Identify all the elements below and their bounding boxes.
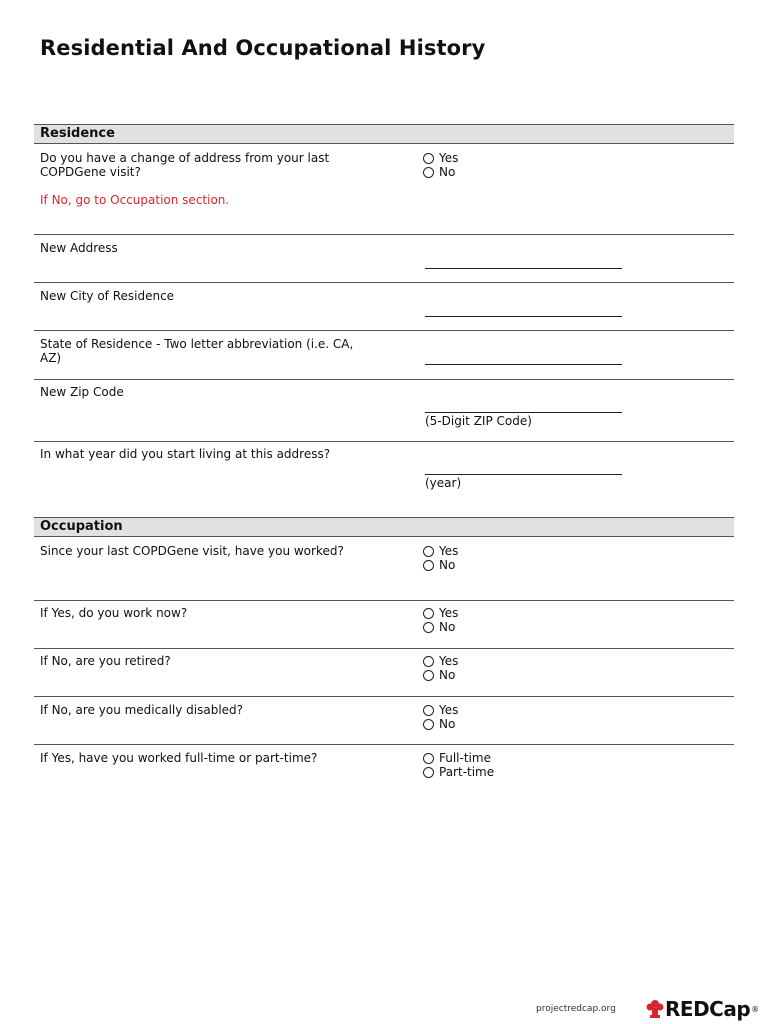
start-year-field[interactable]	[425, 474, 622, 475]
new-city-field[interactable]	[425, 316, 622, 317]
row-divider	[34, 282, 734, 283]
option-label: No	[439, 620, 456, 634]
residence-section-header	[34, 124, 734, 144]
start-year-question: In what year did you start living at this address?	[40, 447, 331, 461]
option-label: Part-time	[439, 765, 495, 779]
row-divider	[34, 744, 734, 745]
option-label: No	[439, 717, 456, 731]
work-now-options	[422, 606, 458, 634]
radio-button[interactable]	[423, 670, 434, 681]
parttime-option[interactable]	[422, 765, 494, 779]
radio-button[interactable]	[423, 153, 434, 164]
zip-hint: (5-Digit ZIP Code)	[425, 414, 532, 428]
disabled-no-option[interactable]	[422, 717, 458, 731]
work-now-yes-option[interactable]	[422, 606, 458, 620]
radio-button[interactable]	[423, 167, 434, 178]
start-year-hint: (year)	[425, 476, 462, 490]
option-label: Yes	[439, 151, 459, 165]
row-divider	[34, 379, 734, 380]
option-label: No	[439, 668, 456, 682]
residence-section-title: Residence	[40, 126, 115, 141]
retired-yes-option[interactable]	[422, 654, 458, 668]
new-city-question: New City of Residence	[40, 289, 175, 303]
zip-field[interactable]	[425, 412, 622, 413]
work-now-question: If Yes, do you work now?	[40, 606, 188, 620]
radio-button[interactable]	[423, 656, 434, 667]
fulltime-option[interactable]	[422, 751, 494, 765]
zip-question: New Zip Code	[40, 385, 124, 399]
radio-button[interactable]	[423, 719, 434, 730]
change-address-question: Do you have a change of address from your last COPDGene visit?	[40, 151, 330, 179]
row-divider	[34, 696, 734, 697]
radio-button[interactable]	[423, 705, 434, 716]
retired-no-option[interactable]	[422, 668, 458, 682]
row-divider	[34, 234, 734, 235]
worked-question: Since your last COPDGene visit, have you worked?	[40, 544, 344, 558]
worked-yes-option[interactable]	[422, 544, 458, 558]
registered-mark: ®	[751, 1004, 760, 1014]
skip-note: If No, go to Occupation section.	[40, 193, 230, 207]
fulltime-options	[422, 751, 494, 779]
option-label: No	[439, 558, 456, 572]
redcap-logo-icon	[645, 998, 665, 1020]
footer-url[interactable]: projectredcap.org	[536, 1004, 616, 1014]
option-label: Yes	[439, 544, 459, 558]
new-address-field[interactable]	[425, 268, 622, 269]
new-address-question: New Address	[40, 241, 118, 255]
redcap-logo-text: REDCap	[665, 997, 751, 1021]
row-divider	[34, 330, 734, 331]
page-title: Residential And Occupational History	[40, 36, 486, 60]
retired-question: If No, are you retired?	[40, 654, 171, 668]
row-divider	[34, 441, 734, 442]
fulltime-question: If Yes, have you worked full-time or part-time?	[40, 751, 318, 765]
row-divider	[34, 648, 734, 649]
retired-options	[422, 654, 458, 682]
state-question: State of Residence - Two letter abbreviation (i.e. CA, AZ)	[40, 337, 354, 365]
change-address-no-option[interactable]	[422, 165, 458, 179]
radio-button[interactable]	[423, 546, 434, 557]
occupation-section-title: Occupation	[40, 519, 123, 534]
change-address-options	[422, 151, 458, 179]
occupation-section-header	[34, 517, 734, 537]
radio-button[interactable]	[423, 767, 434, 778]
work-now-no-option[interactable]	[422, 620, 458, 634]
disabled-question: If No, are you medically disabled?	[40, 703, 244, 717]
option-label: Full-time	[439, 751, 491, 765]
option-label: Yes	[439, 703, 459, 717]
disabled-options	[422, 703, 458, 731]
radio-button[interactable]	[423, 753, 434, 764]
redcap-logo	[645, 996, 759, 1022]
state-field[interactable]	[425, 364, 622, 365]
worked-options	[422, 544, 458, 572]
row-divider	[34, 600, 734, 601]
option-label: Yes	[439, 654, 459, 668]
option-label: No	[439, 165, 456, 179]
option-label: Yes	[439, 606, 459, 620]
radio-button[interactable]	[423, 622, 434, 633]
radio-button[interactable]	[423, 608, 434, 619]
disabled-yes-option[interactable]	[422, 703, 458, 717]
change-address-yes-option[interactable]	[422, 151, 458, 165]
worked-no-option[interactable]	[422, 558, 458, 572]
radio-button[interactable]	[423, 560, 434, 571]
